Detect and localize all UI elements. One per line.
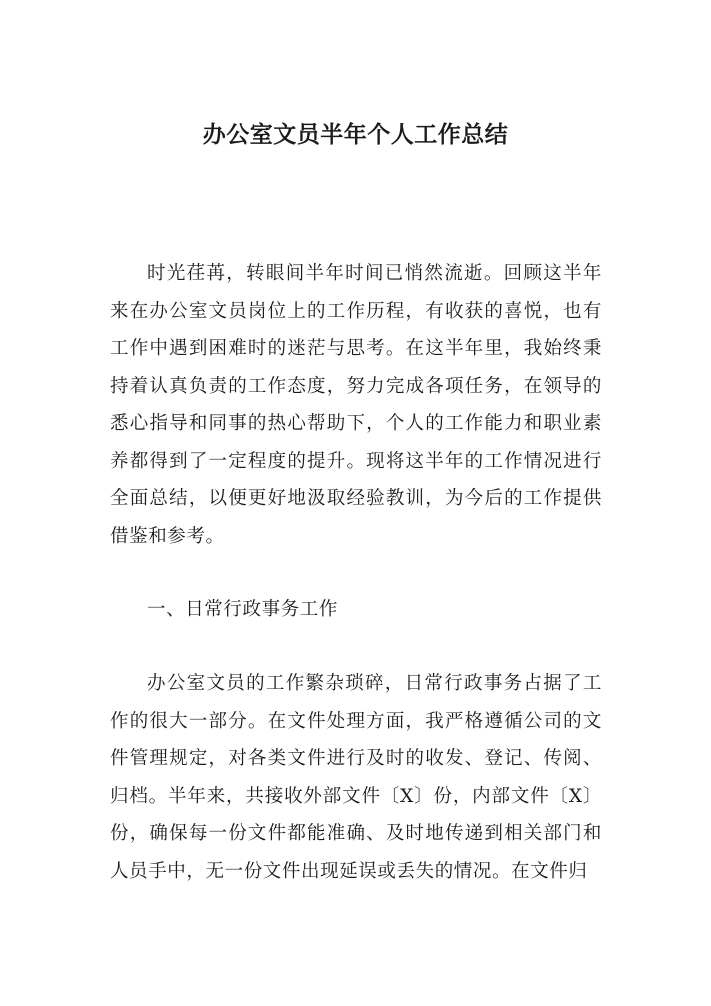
section-paragraph: 办公室文员的工作繁杂琐碎，日常行政事务占据了工作的很大一部分。在文件处理方面，我严格遵循公司的文件管理规定，对各类文件进行及时的收发、登记、传阅、归档。半年来，共接收外部文件〔X〕份，内部文件〔X〕份，确保每一份文件都能准确、及时地传递到相关部门和人员手中，无一份文件出现延误或丢失的情况。在文件归 xyxy=(110,673,602,882)
intro-paragraph: 时光荏苒，转眼间半年时间已悄然流逝。回顾这半年来在办公室文员岗位上的工作历程，有收获的喜悦，也有工作中遇到困难时的迷茫与思考。在这半年里，我始终秉持着认真负责的工作态度，努力完成各项任务，在领导的悉心指导和同事的热心帮助下，个人的工作能力和职业素养都得到了一定程度的提升。现将这半年的工作情况进行全面总结，以便更好地汲取经验教训，为今后的工作提供借鉴和参考。 xyxy=(110,263,602,547)
document-title: 办公室文员半年个人工作总结 xyxy=(202,121,509,148)
section-heading: 一、日常行政事务工作 xyxy=(147,599,339,620)
